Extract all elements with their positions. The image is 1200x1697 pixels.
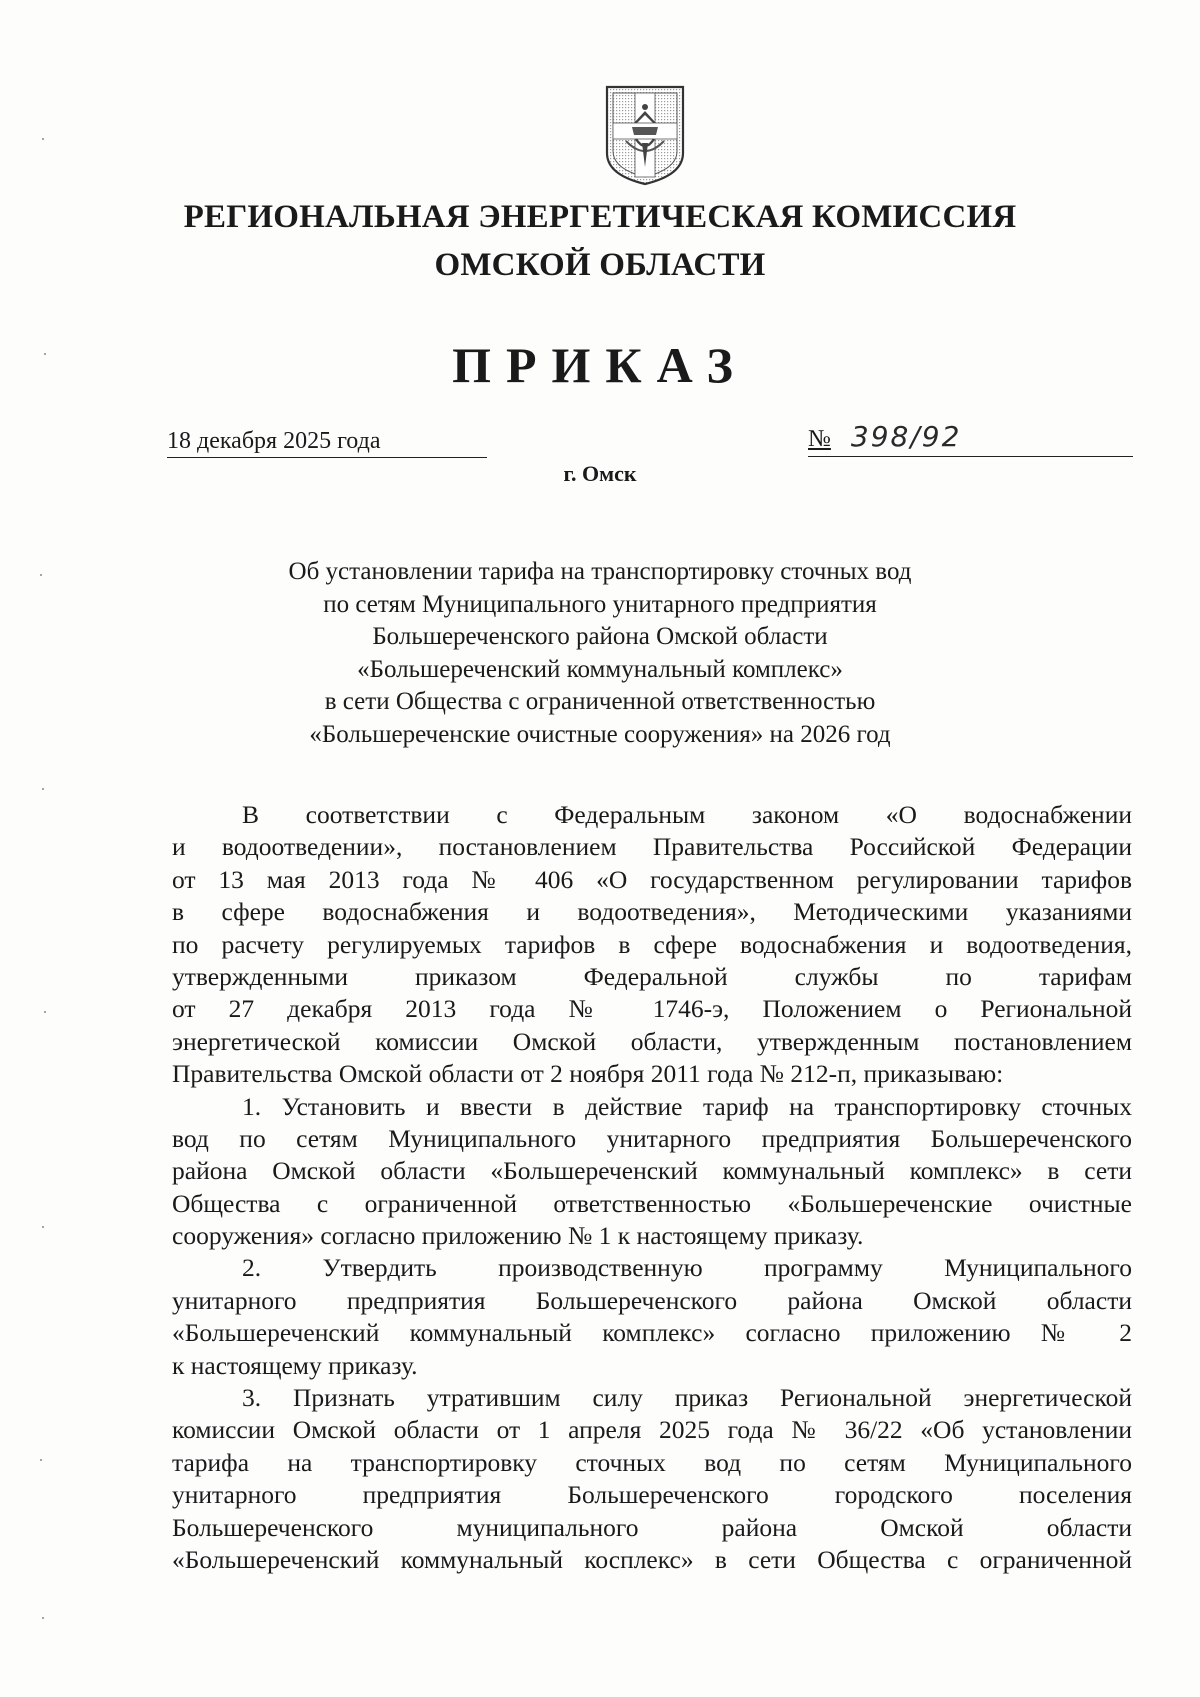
order-date: 18 декабря 2025 года [167,426,487,458]
subject-line: «Большереченские очистные сооружения» на 2026 год [309,720,891,748]
body-line: от 13 мая 2013 года № 406 «О государственном регулировании тарифов [172,864,1132,894]
body-line: 2. Утвердить производственную программу Муниципального [242,1253,1132,1283]
organization-name-line1: РЕГИОНАЛЬНАЯ ЭНЕРГЕТИЧЕСКАЯ КОМИССИЯ [183,199,1017,235]
body-line: энергетической комиссии Омской области, утвержденным постановлением [172,1026,1132,1056]
body-line: Правительства Омской области от 2 ноября 2011 года № 212-п, приказываю: [172,1059,1004,1089]
body-line: вод по сетям Муниципального унитарного предприятия Большереченского [172,1123,1132,1153]
body-line: комиссии Омской области от 1 апреля 2025 года № 36/22 «Об установлении [172,1415,1132,1445]
number-sign: № [808,426,831,452]
document-type-title: ПРИКАЗ [452,337,748,393]
body-line: унитарного предприятия Большереченского района Омской области [172,1285,1132,1315]
body-line: «Большереченский коммунальный комплекс» согласно приложению № 2 [172,1318,1132,1348]
body-line: по расчету регулируемых тарифов в сфере водоснабжения и водоотведения, [172,929,1132,959]
organization-name-line2: ОМСКОЙ ОБЛАСТИ [434,247,766,283]
order-number-handwritten: 398/92 [850,420,962,453]
order-number-field [808,420,1133,457]
subject-line: в сети Общества с ограниченной ответственностью [324,688,876,715]
scan-speck [42,138,44,140]
body-line: сооружения» согласно приложению № 1 к настоящему приказу. [172,1221,864,1251]
body-line: унитарного предприятия Большереченского городского поселения [172,1480,1132,1510]
scan-speck [44,1011,46,1013]
body-line: к настоящему приказу. [172,1350,418,1380]
scan-speck [44,353,46,355]
body-line: в сфере водоснабжения и водоотведения», Методическими указаниями [172,897,1132,927]
order-body [172,799,1132,1576]
body-line: 1. Установить и ввести в действие тариф на транспортировку сточных [242,1091,1132,1121]
body-line: Общества с ограниченной ответственностью «Большереченские очистные [172,1188,1132,1218]
subject-line: Об установлении тарифа на транспортировку сточных вод [288,558,912,585]
body-line: тарифа на транспортировку сточных вод по сетям Муниципального [172,1447,1132,1477]
body-line: 3. Признать утратившим силу приказ Региональной энергетической [242,1383,1132,1413]
body-line: и водоотведении», постановлением Правительства Российской Федерации [172,832,1132,862]
city-label: г. Омск [563,461,637,486]
body-line: В соответствии с Федеральным законом «О водоснабжении [242,800,1132,829]
scan-speck [42,1617,44,1619]
scan-speck [42,1226,44,1228]
subject-line: Большереченского района Омской области [372,623,828,650]
scan-speck [40,1459,42,1461]
scan-speck [42,788,44,790]
order-subject [180,556,1020,751]
subject-line: по сетям Муниципального унитарного предприятия [323,590,877,618]
subject-line: «Большереченский коммунальный комплекс» [357,655,843,683]
body-line: района Омской области «Большереченский коммунальный комплекс» в сети [172,1156,1132,1186]
body-line: утвержденными приказом Федеральной службы по тарифам [172,961,1132,991]
organization-name [150,193,1050,289]
scan-speck [40,574,42,576]
body-line: от 27 декабря 2013 года № 1746-э, Положением о Региональной [172,994,1132,1024]
coat-of-arms-emblem [604,83,686,187]
body-line: Большереченского муниципального района Омской области [172,1512,1132,1542]
body-line: «Большереченский коммунальный косплекс» в сети Общества с ограниченной [172,1544,1132,1574]
